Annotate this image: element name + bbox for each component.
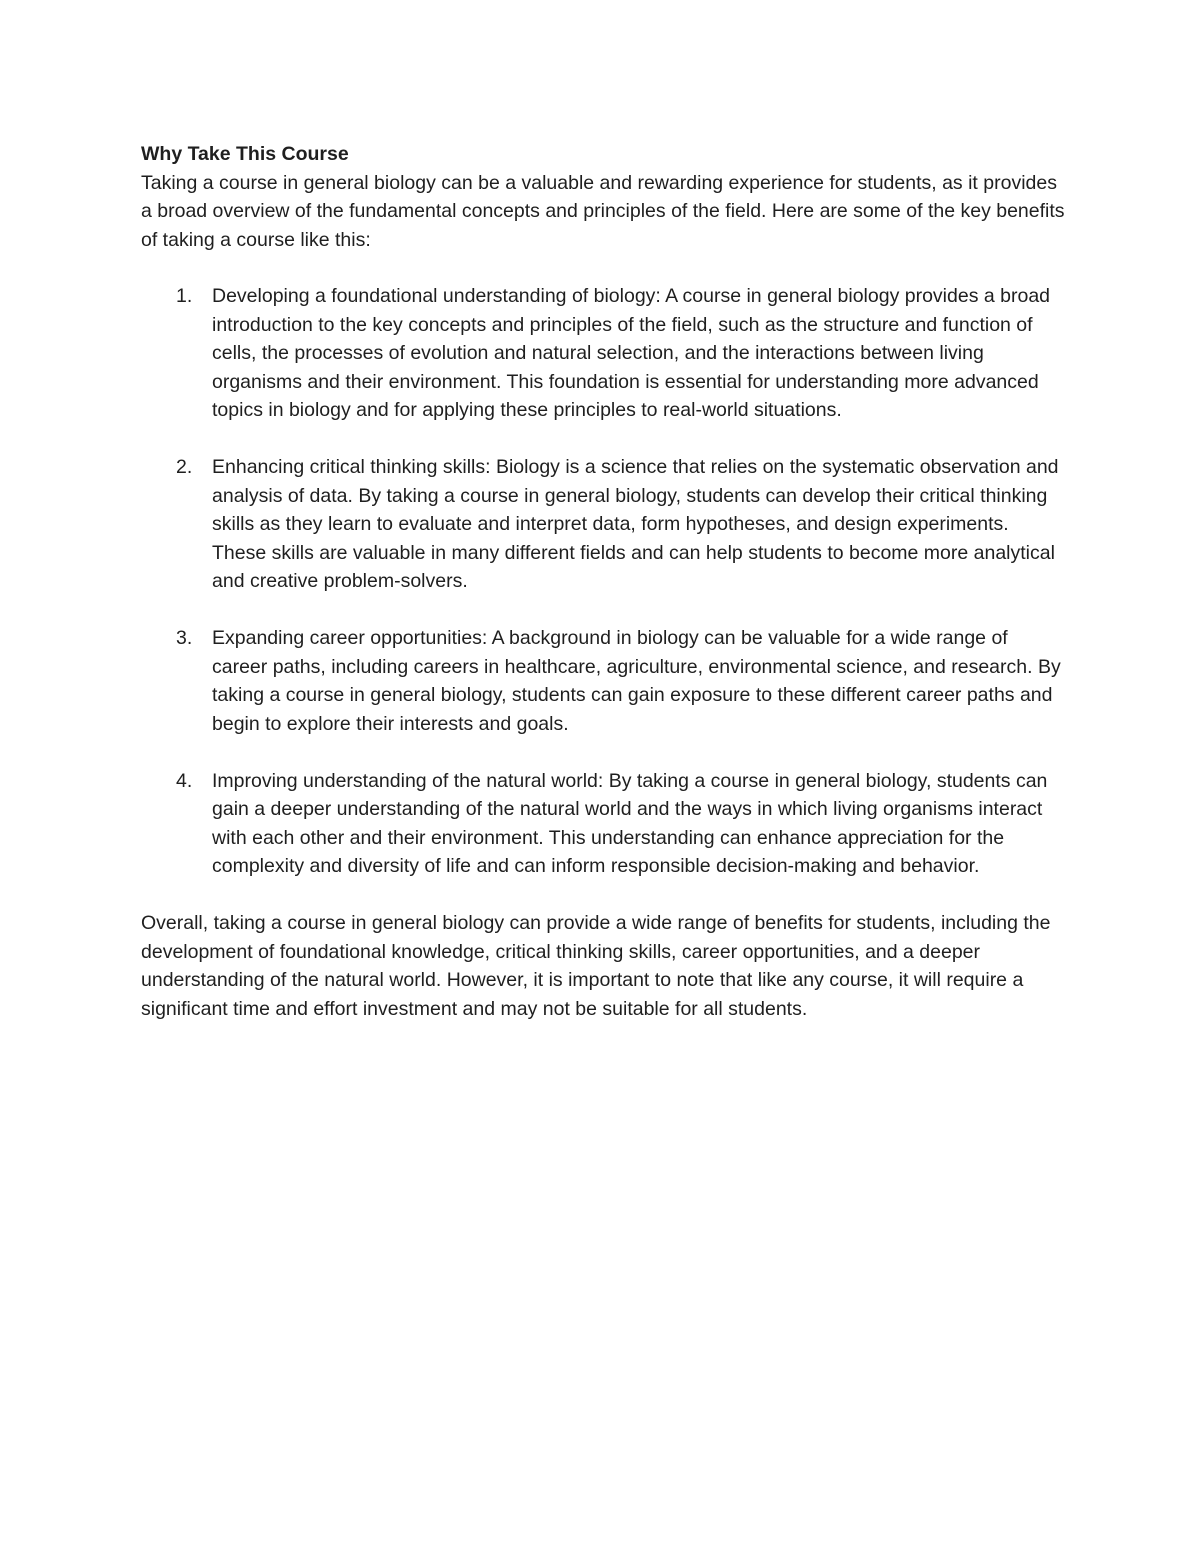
list-item — [141, 282, 1066, 425]
list-item-text: Enhancing critical thinking skills: Biology is a science that relies on the systematic observation and analysis of data. By taking a course in general biology, students can develop their critical thinking skills as they learn to evaluate and interpret data, form hypotheses, and design experiments. These skills are valuable in many different fields and can help students to become more analytical and creative problem-solvers. — [212, 456, 1059, 592]
section-heading: Why Take This Course — [141, 143, 349, 165]
document-page — [141, 140, 1066, 1023]
list-item-text: Developing a foundational understanding of biology: A course in general biology provides a broad introduction to the key concepts and principles of the field, such as the structure and function of cells, the processes of evolution and natural selection, and the interactions between living organisms and their environment. This foundation is essential for understanding more advanced topics in biology and for applying these principles to real-world situations. — [212, 285, 1051, 421]
list-item-number: 1. — [176, 285, 193, 307]
list-item-number: 4. — [176, 769, 193, 792]
list-item — [141, 624, 1066, 738]
list-item-text: Improving understanding of the natural world: By taking a course in general biology, students can gain a deeper understanding of the natural world and the ways in which living organisms interact with each other and their environment. This understanding can enhance appreciation for the complexity and diversity of life and can inform responsible decision-making and behavior. — [212, 769, 1048, 877]
list-item-number: 3. — [176, 627, 193, 649]
list-item-number: 2. — [176, 456, 193, 478]
intro-paragraph: Taking a course in general biology can be a valuable and rewarding experience for students, as it provides a broad overview of the fundamental concepts and principles of the field. Here are some of the key benefits of taking a course like this: — [141, 171, 1065, 251]
closing-paragraph: Overall, taking a course in general biology can provide a wide range of benefits for students, including the development of foundational knowledge, critical thinking skills, career opportunities, and a deeper understanding of the natural world. However, it is important to note that like any course, it will require a significant time and effort investment and may not be suitable for all students. — [141, 912, 1051, 1020]
list-item — [141, 453, 1066, 596]
benefits-list — [141, 282, 1066, 881]
list-item — [141, 767, 1066, 881]
list-item-text: Expanding career opportunities: A background in biology can be valuable for a wide range of career paths, including careers in healthcare, agriculture, environmental science, and research. By taking a course in general biology, students can gain exposure to these different career paths and begin to explore their interests and goals. — [212, 627, 1061, 735]
